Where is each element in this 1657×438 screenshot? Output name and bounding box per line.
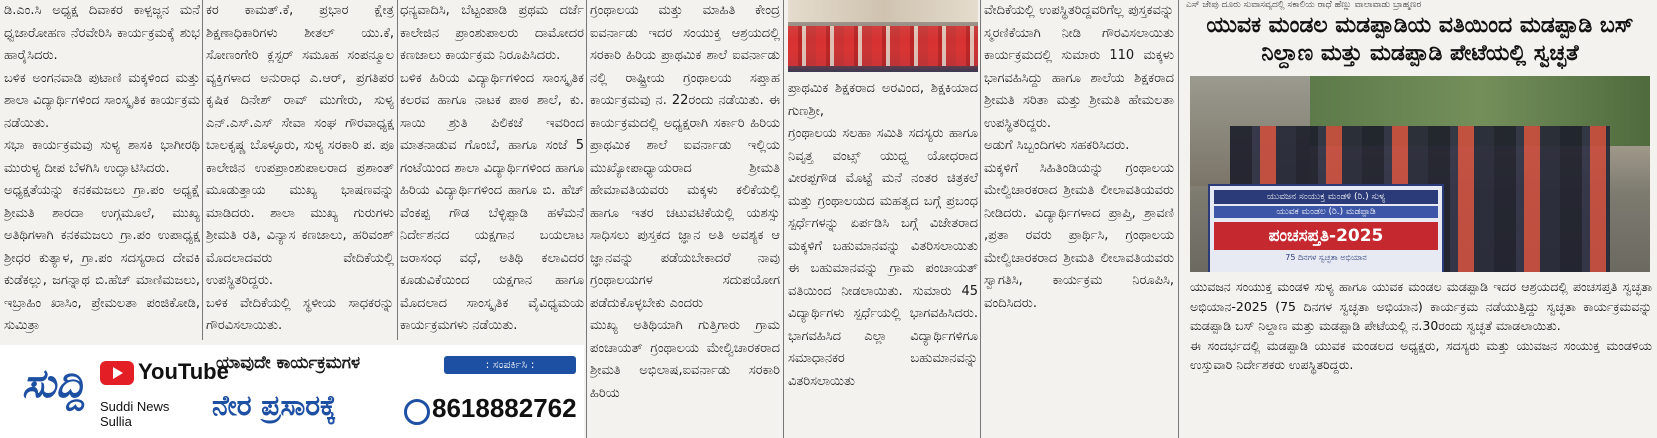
article-column-3 — [400, 0, 584, 340]
library-article-column-2 — [788, 78, 978, 438]
suddi-logo — [8, 351, 94, 431]
article-body — [1190, 277, 1652, 375]
paragraph: ಮುಖ್ಯ ಅತಿಥಿಯಾಗಿ ಗುತ್ತಿಗಾರು ಗ್ರಾಮ ಪಂಚಾಯತ್ ಗ್ರಂಥಾಲಯ ಮೇಲ್ವಿಚಾರಕರಾದ ಶ್ರೀಮತಿ ಅಭಿಲಾಷ,ಐವರ್ನಾಡು ಸರಕಾರಿ ಹಿರಿಯ — [590, 318, 780, 401]
paragraph: ಮಕ್ಕಳಿಗೆ ಸಿಹಿತಿಂಡಿಯನ್ನು ಗ್ರಂಥಾಲಯ ಮೇಲ್ವಿಚಾರಕರಾದ ಶ್ರೀಮತಿ ಲೀಲಾವತಿಯವರು ನೀಡಿದರು. ವಿದ್ಯಾರ್ಥಿಗಳಾದ ಪ್ರಾಪ್ತಿ, ಶ್ರಾವಣಿ ,ಪ್ರತಾ ರವರು ಪ್ರಾರ್ಥಿಸಿ, ಗ್ರಂಥಾಲಯ ಮೇಲ್ವಿಚಾರಕರಾದ ಶ್ರೀಮತಿ ಲೀಲಾವತಿಯವರು ಸ್ವಾಗತಿಸಿ, ಕಾರ್ಯಕ್ರಮ ನಿರೂಪಿಸಿ, ವಂದಿಸಿದರು. — [984, 160, 1174, 311]
article-headline: ಯುವಕ ಮಂಡಲ ಮಡಪ್ಪಾಡಿಯ ವತಿಯಿಂದ ಮಡಪ್ಪಾಡಿ ಬಸ್ ನಿಲ್ದಾಣ ಮತ್ತು ಮಡಪ್ಪಾಡಿ ಪೇಟೆಯಲ್ಲಿ ಸ್ವಚ್ಛತೆ — [1206, 13, 1634, 66]
column-divider — [397, 0, 398, 340]
article-column-1 — [4, 0, 200, 340]
cleanliness-article — [1182, 0, 1657, 438]
paragraph: ವೇದಿಕೆಯಲ್ಲಿ ಉಪಸ್ಥಿತರಿದ್ದವರಿಗೆಲ್ಲ ಪುಸ್ತಕವನ್ನು ಸ್ಮರಣಿಕೆಯಾಗಿ ನೀಡಿ ಗೌರವಿಸಲಾಯಿತು ಕಾರ್ಯಕ್ರಮದಲ್ಲಿ ಸುಮಾರು 110 ಮಕ್ಕಳು ಭಾಗವಹಿಸಿದ್ದು ಹಾಗೂ ಶಾಲೆಯ ಶಿಕ್ಷಕರಾದ ಶ್ರೀಮತಿ ಸರಿತಾ ಮತ್ತು ಶ್ರೀಮತಿ ಹೇಮಲತಾ ಉಪಸ್ಥಿತರಿದ್ದರು. — [984, 3, 1174, 131]
photo-banner-title: ಪಂಚಸಪ್ತತಿ-2025 — [1214, 222, 1438, 250]
contact-tag: : ಸಂಪರ್ಕಿಸಿ : — [444, 356, 576, 374]
youtube-word: YouTube — [138, 359, 229, 384]
paragraph: ಪ್ರಾಥಮಿಕ ಶಿಕ್ಷಕರಾದ ಅರವಿಂದ, ಶಿಕ್ಷಕಿಯಾದ ಗುಣಶ್ರೀ, — [788, 81, 978, 119]
youtube-block — [100, 357, 229, 429]
column-divider — [980, 0, 981, 438]
youtube-icon — [100, 361, 134, 385]
youth-group-photo — [1190, 76, 1650, 272]
column-divider — [586, 0, 587, 438]
paragraph: ಧನ್ಯವಾದಿಸಿ, ಬೆಟ್ಟಂಪಾಡಿ ಪ್ರಥಮ ದರ್ಜೆ ಕಾಲೇಜಿನ ಪ್ರಾಂಶುಪಾಲರು ದಾಮೋದರ ಕಣಜಾಲು ಕಾರ್ಯಕ್ರಮ ನಿರೂಪಿಸಿದರು. — [400, 3, 584, 63]
article-column-2 — [206, 0, 394, 340]
paragraph: ಕರ ಕಾಮತ್.ಕೆ, ಪ್ರಭಾರ ಕ್ಷೇತ್ರ ಶಿಕ್ಷಣಾಧಿಕಾರಿಗಳು ಶೀತಲ್ ಯು.ಕೆ, ಸೋಣಂಗೇರಿ ಕ್ಲಸ್ಟರ್ ಸಮೂಹ ಸಂಪನ್ಮೂಲ ವ್ಯಕ್ತಿಗಳಾದ ಅನುರಾಧ ಎ.ಆರ್, ಪ್ರಗತಿಪರ ಕೃಷಿಕ ದಿನೇಶ್ ರಾವ್ ಮುಗೇರು, ಸುಳ್ಯ ಎನ್.ಎಸ್.ಎಸ್ ಸೇವಾ ಸಂಘ ಗೌರವಾಧ್ಯಕ್ಷ ಬಾಲಕೃಷ್ಣ ಬೊಳ್ಳೂರು, ಸುಳ್ಯ ಸರಕಾರಿ ಪ. ಪೂ ಕಾಲೇಜಿನ ಉಪಪ್ರಾಂಶುಪಾಲರಾದ ಪ್ರಶಾಂತ್ ಮೂಡುತ್ತಾಯ ಮುಖ್ಯ ಭಾಷಣವನ್ನು ಮಾಡಿದರು. ಶಾಲಾ ಮುಖ್ಯ ಗುರುಗಳು ಶ್ರೀಮತಿ ರತಿ, ವಿನ್ಯಾಸ ಕಣಜಾಲು, ಹರಿವಂಶ್ ಮೊದಲಾದವರು ವೇದಿಕೆಯಲ್ಲಿ ಉಪಸ್ಥಿತರಿದ್ದರು. — [206, 3, 394, 288]
paragraph: ಬಳಿಕ ವೇದಿಕೆಯಲ್ಲಿ ಸ್ಥಳೀಯ ಸಾಧಕರನ್ನು ಗೌರವಿಸಲಾಯಿತು. — [206, 295, 394, 333]
ad-headline: ನೇರ ಪ್ರಸಾರಕ್ಕೆ — [212, 389, 337, 422]
library-article-column-3 — [984, 0, 1174, 438]
suddi-youtube-ad — [0, 345, 584, 438]
photo-background — [788, 0, 978, 22]
photo-banner-line: ಯುವಕ ಮಂಡಲ (ರಿ.) ಮಡಪ್ಪಾಡಿ — [1214, 206, 1438, 218]
paragraph: ಅಡುಗೆ ಸಿಬ್ಬಂದಿಗಳು ಸಹಕರಿಸಿದರು. — [984, 138, 1130, 153]
phone-number: 8618882762 — [432, 393, 577, 423]
photo-banner-line: 75 ದಿನಗಳ ಸ್ವಚ್ಛತಾ ಅಭಿಯಾನ — [1285, 253, 1367, 262]
paragraph: ಗ್ರಂಥಾಲಯ ಮತ್ತು ಮಾಹಿತಿ ಕೇಂದ್ರ ಐವರ್ನಾಡು ಇದರ ಸಂಯುಕ್ತ ಆಶ್ರಯದಲ್ಲಿ ಸರಕಾರಿ ಹಿರಿಯ ಪ್ರಾಥಮಿಕ ಶಾಲೆ ಐವರ್ನಾಡು ನಲ್ಲಿ ರಾಷ್ಟ್ರೀಯ ಗ್ರಂಥಾಲಯ ಸಪ್ತಾಹ ಕಾರ್ಯಕ್ರಮವು ನ. 22ರಂದು ನಡೆಯಿತು. ಈ ಕಾರ್ಯಕ್ರಮದಲ್ಲಿ ಅಧ್ಯಕ್ಷರಾಗಿ ಸರ್ಕಾರಿ ಹಿರಿಯ ಪ್ರಾಥಮಿಕ ಶಾಲೆ ಐವರ್ನಾಡು ಇಲ್ಲಿಯ ಮುಖ್ಯೋಪಾಧ್ಯಾಯರಾದ ಶ್ರೀಮತಿ ಹೇಮಾವತಿಯವರು ಮಕ್ಕಳು ಕಲಿಕೆಯಲ್ಲಿ ಹಾಗೂ ಇತರ ಚಟುವಟಿಕೆಯಲ್ಲಿ ಯಶಸ್ಸು ಸಾಧಿಸಲು ಪುಸ್ತಕದ ಜ್ಞಾನ ಅತಿ ಅವಶ್ಯಕ ಆ ಜ್ಞಾನವನ್ನು ಪಡೆಯಬೇಕಾದರೆ ನಾವು ಗ್ರಂಥಾಲಯಗಳ ಸದುಪಯೋಗ ಪಡೆದುಕೊಳ್ಳಬೇಕು ಎಂದರು — [590, 3, 780, 311]
library-article-column-1 — [590, 0, 780, 438]
paragraph: ಡಿ.ಎಂ.ಸಿ ಅಧ್ಯಕ್ಷ ದಿವಾಕರ ಕಾಳ್ಪಜ್ಜನ ಮನೆ ಧ್ವಜಾರೋಹಣ ನೆರವೇರಿಸಿ ಕಾರ್ಯಕ್ರಮಕ್ಕೆ ಶುಭ ಹಾರೈಸಿದರು. — [4, 3, 200, 63]
photo-banner — [1208, 184, 1444, 272]
photo-banner-line: ಯುವಜನ ಸಂಯುಕ್ತ ಮಂಡಳಿ (ರಿ.) ಸುಳ್ಯ — [1214, 190, 1438, 204]
column-divider — [1178, 0, 1179, 438]
paragraph: ಗ್ರಂಥಾಲಯ ಸಲಹಾ ಸಮಿತಿ ಸದಸ್ಯರು ಹಾಗೂ ನಿವೃತ್ತ ವಂಟ್ಸ್ ಯುಧ್ದ ಯೋಧರಾದ ವೀರಪ್ಪಗೌಡ ಮೊಟ್ಟೆ ಮನೆ ನಂತರ ಚಿತ್ರಕಲೆ ಮತ್ತು ಗ್ರಂಥಾಲಯದ ಮಹತ್ವದ ಬಗ್ಗೆ ಪ್ರಬಂಧ ಸ್ಪರ್ಧೆಗಳನ್ನು ಏರ್ಪಡಿಸಿ ಬಗ್ಗೆ ವಿಜೇತರಾದ ಮಕ್ಕಳಿಗೆ ಬಹುಮಾನವನ್ನು ವಿತರಿಸಲಾಯಿತು ಈ ಬಹುಮಾನವನ್ನು ಗ್ರಾಮ ಪಂಚಾಯತ್ ವತಿಯಿಂದ ನೀಡಲಾಯಿತು. ಸುಮಾರು 45 ವಿದ್ಯಾರ್ಥಿಗಳು ಸ್ಪರ್ಧೆಯಲ್ಲಿ ಭಾಗವಹಿಸಿದರು. ಭಾಗವಹಿಸಿದ ಎಲ್ಲಾ ವಿದ್ಯಾರ್ಥಿಗಳಿಗೂ ಸಮಾಧಾನಕರ ಬಹುಮಾನವನ್ನು ವಿತರಿಸಲಾಯಿತು — [788, 126, 978, 389]
students-group-photo — [788, 0, 978, 72]
column-divider — [202, 0, 203, 340]
paragraph: ಯುವಜನ ಸಂಯುಕ್ತ ಮಂಡಳಿ ಸುಳ್ಯ ಹಾಗೂ ಯುವಕ ಮಂಡಲ ಮಡಪ್ಪಾಡಿ ಇದರ ಆಶ್ರಯದಲ್ಲಿ ಪಂಚಸಪ್ತತಿ ಸ್ವಚ್ಛತಾ ಅಭಿಯಾನ-2025 (75 ದಿನಗಳ ಸ್ವಚ್ಛತಾ ಅಭಿಯಾನ) ಕಾರ್ಯಕ್ರಮ ನಡೆಯುತ್ತಿದ್ದು ಸ್ವಚ್ಛತಾ ಕಾರ್ಯಕ್ರಮವನ್ನು ಮಡಪ್ಪಾಡಿ ಬಸ್ ನಿಲ್ದಾಣ ಮತ್ತು ಮಡಪ್ಪಾಡಿ ಪೇಟೆಯಲ್ಲಿ ನ.30ರಂದು ಸ್ವಚ್ಛತೆ ಮಾಡಲಾಯಿತು. — [1190, 279, 1652, 333]
paragraph: ಬಳಿಕ ಅಂಗನವಾಡಿ ಪುಟಾಣಿ ಮಕ್ಕಳಿಂದ ಮತ್ತು ಶಾಲಾ ವಿದ್ಯಾರ್ಥಿಗಳಿಂದ ಸಾಂಸ್ಕೃತಿಕ ಕಾರ್ಯಕ್ರಮ ನಡೆಯಿತು. — [4, 70, 200, 131]
paragraph: ಸಭಾ ಕಾರ್ಯಕ್ರಮವು ಸುಳ್ಯ ಶಾಸಕಿ ಭಾಗೀರಥಿ ಮುರುಳ್ಯ ದೀಪ ಬೆಳಗಿಸಿ ಉದ್ಘಾಟಿಸಿದರು. — [4, 138, 200, 176]
logo-text: ಸುದ್ದಿ — [22, 361, 86, 407]
paragraph: ಈ ಸಂದರ್ಭದಲ್ಲಿ ಮಡಪ್ಪಾಡಿ ಯುವಕ ಮಂಡಲದ ಅಧ್ಯಕ್ಷರು, ಸದಸ್ಯರು ಮತ್ತು ಯುವಜನ ಸಂಯುಕ್ತ ಮಂಡಳಿಯ ಉಸ್ತುವಾರಿ ನಿರ್ದೇಶಕರು ಉಪಸ್ಥಿತರಿದ್ದರು. — [1190, 337, 1652, 372]
phone-icon — [404, 399, 430, 425]
top-cut-line: ಎಸ್ ಜೇಪು ದೂರು ಸುವಾಸವ್ಯದಲ್ಲಿ ಸಕಾಲಿಯ ರಾಧೆ ಹೆಣ್ಣು ವಾಲಾವಾಡು ಬ್ರಾಹ್ಮಣರ — [1186, 0, 1422, 10]
ad-slogan: ಯಾವುದೇ ಕಾರ್ಯಕ್ರಮಗಳ — [216, 353, 361, 373]
paragraph: ಅಧ್ಯಕ್ಷತೆಯನ್ನು ಕನಕಮಜಲು ಗ್ರಾ.ಪಂ ಅಧ್ಯಕ್ಷೆ ಶ್ರೀಮತಿ ಶಾರದಾ ಉಗ್ಗಮೂಲೆ, ಮುಖ್ಯ ಅತಿಥಿಗಳಾಗಿ ಕನಕಮಜಲು ಗ್ರಾ.ಪಂ ಉಪಾಧ್ಯಕ್ಷ ಶ್ರೀಧರ ಕುತ್ಯಾಳ, ಗ್ರಾ.ಪಂ ಸದಸ್ಯರಾದ ದೇವಕಿ ಕುಡೆಕಲ್ಲು, ಜಗನ್ನಾಥ ಬಿ.ಹೆಚ್ ಮಾಣಿಮಜಲು, ಇಬ್ರಾಹಿಂ ಖಾಸಿಂ, ಪ್ರೇಮಲತಾ ಪಂಜಿಕೋಡಿ, ಸುಮಿತ್ರಾ — [4, 183, 200, 333]
paragraph: ಬಳಿಕ ಹಿರಿಯ ವಿದ್ಯಾರ್ಥಿಗಳಿಂದ ಸಾಂಸ್ಕೃತಿಕ ಕಲರವ ಹಾಗೂ ನಾಟಕ ಪಾಠ ಶಾಲೆ, ಕು. ಸಾಯಿ ಶ್ರುತಿ ಪಿಲಿಕಜೆ ಇವರಿಂದ ಮಾತನಾಡುವ ಗೊಂಬೆ, ಹಾಗೂ ಸಂಜೆ 5 ಗಂಟೆಯಿಂದ ಶಾಲಾ ವಿದ್ಯಾರ್ಥಿಗಳಿಂದ ಹಾಗೂ ಹಿರಿಯ ವಿದ್ಯಾರ್ಥಿಗಳಿಂದ ಹಾಗೂ ಬಿ. ಹೆಚ್ ವೆಂಕಪ್ಪ ಗೌಡ ಬೆಳ್ಳಿಪ್ಪಾಡಿ ಹಳೆಮನೆ ನಿರ್ದೇಶನದ ಯಕ್ಷಗಾನ ಬಯಲಾಟ ಜರಾಸಂಧ ವಧೆ, ಅತಿಥಿ ಕಲಾವಿದರ ಕೂಡುವಿಕೆಯಿಂದ ಯಕ್ಷಗಾನ ಹಾಗೂ ಮೊದಲಾದ ಸಾಂಸ್ಕೃತಿಕ ವೈವಿಧ್ಯಮಯ ಕಾರ್ಯಕ್ರಮಗಳು ನಡೆಯಿತು. — [400, 70, 584, 333]
photo-students — [788, 26, 978, 66]
channel-name: Suddi News Sullia — [100, 399, 170, 429]
column-divider — [783, 0, 784, 438]
